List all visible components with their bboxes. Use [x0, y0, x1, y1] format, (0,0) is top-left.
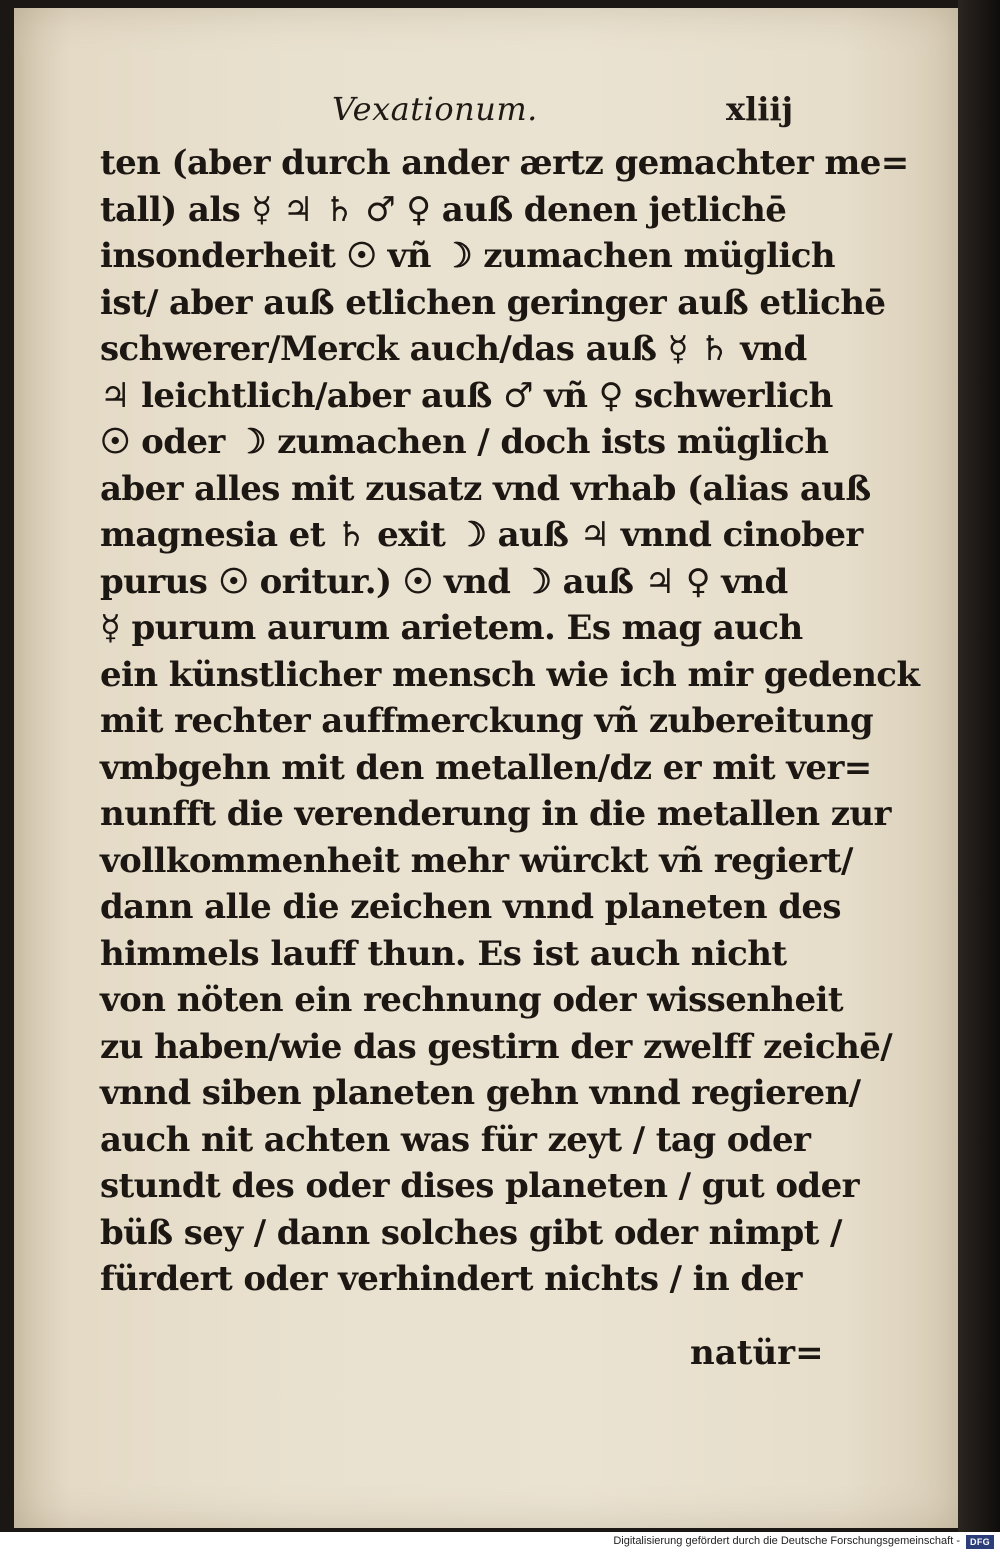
text-line: ♃ leichtlich/aber auß ♂ vñ ♀ schwerlich: [100, 375, 833, 416]
folio-number: xliij: [726, 90, 794, 128]
text-line: nunfft die verenderung in die metallen zur: [100, 794, 891, 834]
running-head: Vexationum.: [332, 90, 538, 128]
funding-credit: Digitalisierung gefördert durch die Deutsche Forschungsgemeinschaft -: [613, 1535, 960, 1547]
text-line: himmels lauff thun. Es ist auch nicht: [100, 933, 787, 974]
book-page: [14, 8, 958, 1528]
text-line: stundt des oder dises planeten / gut oder: [100, 1166, 859, 1206]
text-block: [100, 140, 920, 1303]
text-line: ☉ oder ☽ zumachen / doch ists müglich: [100, 422, 829, 462]
text-line: tall) als ☿ ♃ ♄ ♂ ♀ auß denen jetlichē: [100, 189, 787, 230]
page-header: [14, 90, 958, 134]
text-line: insonderheit ☉ vñ ☽ zumachen müglich: [100, 236, 836, 276]
text-line: zu haben/wie das gestirn der zwelff zeichē/: [100, 1026, 893, 1067]
catchword: natür=: [690, 1333, 824, 1373]
text-line: magnesia et ♄ exit ☽ auß ♃ vnnd cinober: [100, 515, 863, 555]
text-line: büß sey / dann solches gibt oder nimpt /: [100, 1212, 842, 1253]
text-line: von nöten ein rechnung oder wissenheit: [100, 980, 843, 1020]
book-edge: [958, 0, 1000, 1532]
text-line: ten (aber durch ander ærtz gemachter me=: [100, 143, 909, 183]
text-line: schwerer/Merck auch/das auß ☿ ♄ vnd: [100, 329, 807, 369]
text-line: purus ☉ oritur.) ☉ vnd ☽ auß ♃ ♀ vnd: [100, 561, 788, 602]
text-line: ein künstlicher mensch wie ich mir gedenck: [100, 654, 920, 695]
text-line: vmbgehn mit den metallen/dz er mit ver=: [100, 747, 872, 788]
text-line: mit rechter auffmerckung vñ zubereitung: [100, 701, 874, 741]
text-line: aber alles mit zusatz vnd vrhab (alias auß: [100, 468, 871, 509]
text-line: auch nit achten was für zeyt / tag oder: [100, 1119, 811, 1160]
text-line: vnnd siben planeten gehn vnnd regieren/: [100, 1073, 861, 1113]
dfg-logo-icon: DFG: [966, 1535, 994, 1549]
text-line: fürdert oder verhindert nichts / in der: [100, 1259, 802, 1299]
text-line: dann alle die zeichen vnnd planeten des: [100, 887, 841, 927]
footer-bar: [0, 1532, 1000, 1553]
text-line: ist/ aber auß etlichen geringer auß etlichē: [100, 282, 886, 323]
text-line: ☿ purum aurum arietem. Es mag auch: [100, 608, 803, 648]
text-line: vollkommenheit mehr würckt vñ regiert/: [100, 840, 853, 881]
